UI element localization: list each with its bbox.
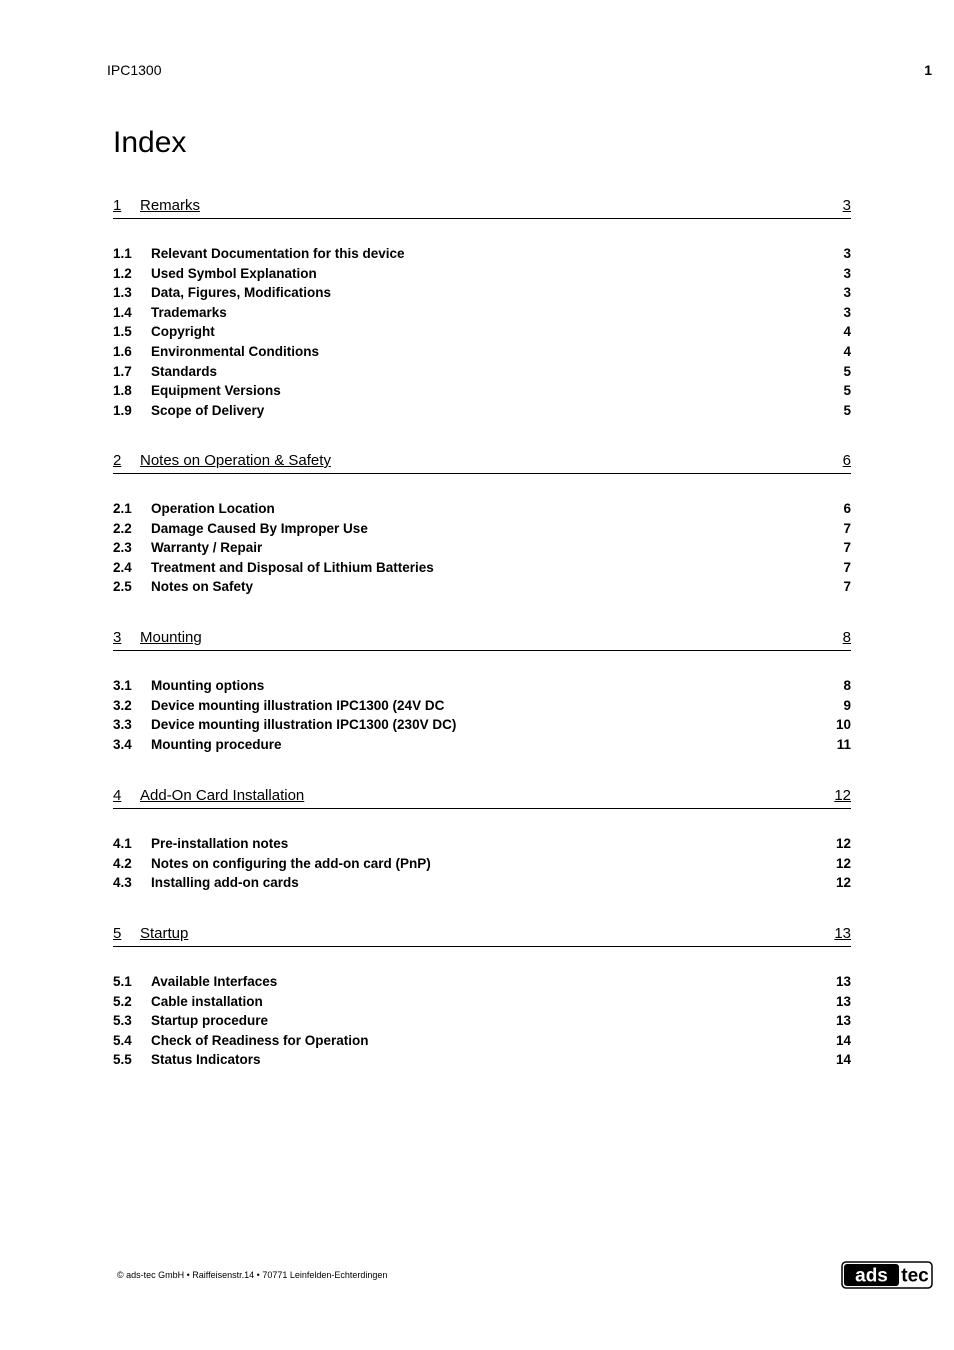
toc-section-1-2[interactable] xyxy=(113,266,851,284)
toc-section-num: 3.1 xyxy=(113,678,132,693)
toc-section-page: 5 xyxy=(843,363,851,379)
toc-section-num: 1.9 xyxy=(113,402,132,418)
toc-section-3-1[interactable] xyxy=(113,678,851,696)
toc-section-4-2[interactable] xyxy=(113,856,851,874)
toc-section-title: Standards xyxy=(151,363,218,379)
toc-section-title: Operation Location xyxy=(151,501,275,516)
toc-section-title: Environmental Conditions xyxy=(151,344,320,359)
toc-section-2-2[interactable] xyxy=(113,521,851,539)
toc-section-num: 1.8 xyxy=(113,383,132,399)
toc-section-page: 13 xyxy=(835,1013,851,1029)
toc-section-5-5[interactable] xyxy=(113,1052,851,1070)
toc-section-num: 1.2 xyxy=(113,265,132,281)
toc-section-1-6[interactable] xyxy=(113,344,851,362)
toc-section-5-2[interactable] xyxy=(113,994,851,1012)
toc-chapter-title: Startup xyxy=(140,925,189,942)
toc-section-num: 2.4 xyxy=(113,559,132,575)
toc-section-1-4[interactable] xyxy=(113,305,851,323)
toc-section-page: 13 xyxy=(835,993,851,1009)
toc-chapter-page: 8 xyxy=(842,629,851,646)
toc-chapter-page: 12 xyxy=(834,787,851,804)
toc-section-num: 3.3 xyxy=(113,717,132,733)
toc-section-page: 11 xyxy=(836,736,851,752)
toc-section-title: Used Symbol Explanation xyxy=(151,265,317,281)
toc-section-page: 12 xyxy=(835,875,851,891)
toc-section-title: Notes on configuring the add-on card (PnP) xyxy=(151,855,431,871)
toc-section-title: Available Interfaces xyxy=(151,974,278,989)
toc-section-title: Treatment and Disposal of Lithium Batteries xyxy=(151,559,434,575)
toc-section-num: 4.1 xyxy=(113,836,132,851)
toc-section-page: 14 xyxy=(835,1032,851,1048)
toc-section-page: 9 xyxy=(843,697,851,713)
toc-section-title: Trademarks xyxy=(151,304,227,320)
toc-section-num: 5.3 xyxy=(113,1013,132,1029)
toc-chapter-title: Add-On Card Installation xyxy=(140,787,305,804)
toc-section-title: Device mounting illustration IPC1300 (230V DC) xyxy=(151,717,457,733)
toc-section-page: 12 xyxy=(835,855,851,871)
toc-section-page: 14 xyxy=(835,1052,851,1068)
toc-section-page: 3 xyxy=(843,246,851,261)
toc-section-title: Device mounting illustration IPC1300 (24V DC xyxy=(151,697,445,713)
toc-chapter-page: 13 xyxy=(834,925,851,942)
toc-section-2-3[interactable] xyxy=(113,540,851,558)
toc-section-num: 5.1 xyxy=(113,974,132,989)
toc-section-title: Equipment Versions xyxy=(151,383,281,399)
page-header-title: IPC1300 xyxy=(107,62,162,78)
toc-section-page: 5 xyxy=(843,383,851,399)
toc-section-title: Relevant Documentation for this device xyxy=(151,246,405,261)
toc-section-1-1[interactable] xyxy=(113,246,851,264)
toc-chapter-title: Mounting xyxy=(140,629,202,646)
toc-section-num: 3.2 xyxy=(113,697,132,713)
toc-section-title: Damage Caused By Improper Use xyxy=(151,520,368,536)
toc-section-4-1[interactable] xyxy=(113,836,851,854)
toc-section-1-7[interactable] xyxy=(113,364,851,382)
toc-section-3-4[interactable] xyxy=(113,737,851,755)
toc-section-num: 2.1 xyxy=(113,501,132,516)
toc-section-title: Startup procedure xyxy=(151,1013,269,1029)
page-number: 1 xyxy=(924,62,932,78)
toc-section-page: 10 xyxy=(835,717,851,733)
toc-section-page: 7 xyxy=(843,520,851,536)
toc-section-page: 13 xyxy=(835,974,851,989)
toc-section-1-9[interactable] xyxy=(113,403,851,421)
toc-section-page: 3 xyxy=(843,265,851,281)
toc-section-num: 5.5 xyxy=(113,1052,132,1068)
toc-section-num: 1.1 xyxy=(113,246,132,261)
toc-section-num: 3.4 xyxy=(113,736,132,752)
toc-section-title: Status Indicators xyxy=(151,1052,261,1068)
toc-section-num: 1.4 xyxy=(113,304,132,320)
toc-section-page: 7 xyxy=(843,540,851,556)
footer-address: © ads-tec GmbH • Raiffeisenstr.14 • 70771 Leinfelden-Echterdingen xyxy=(117,1270,388,1280)
toc-section-page: 3 xyxy=(843,304,851,320)
toc-section-title: Copyright xyxy=(151,324,215,340)
toc-section-num: 5.4 xyxy=(113,1032,132,1048)
logo-text-tec: tec xyxy=(901,1265,929,1287)
toc-section-num: 2.3 xyxy=(113,540,132,556)
toc-chapter-num: 4 xyxy=(113,787,122,804)
toc-section-2-1[interactable] xyxy=(113,501,851,519)
toc-section-title: Check of Readiness for Operation xyxy=(151,1032,369,1048)
toc-section-1-3[interactable] xyxy=(113,285,851,303)
toc-section-2-5[interactable] xyxy=(113,579,851,597)
toc-chapter-num: 5 xyxy=(113,925,122,942)
toc-chapter-num: 3 xyxy=(113,629,122,646)
toc-section-page: 5 xyxy=(843,402,851,418)
logo-text-ads: ads xyxy=(855,1265,888,1287)
toc-section-5-3[interactable] xyxy=(113,1013,851,1031)
toc-section-num: 1.5 xyxy=(113,324,132,340)
toc-section-1-8[interactable] xyxy=(113,383,851,401)
toc-chapter-title: Notes on Operation & Safety xyxy=(140,452,331,469)
toc-section-title: Installing add-on cards xyxy=(151,875,299,891)
toc-chapter-1[interactable] xyxy=(113,197,851,219)
toc-section-title: Notes on Safety xyxy=(151,579,254,595)
toc-section-title: Data, Figures, Modifications xyxy=(151,285,332,301)
toc-section-num: 1.3 xyxy=(113,285,132,301)
ads-tec-logo xyxy=(841,1261,933,1289)
toc-section-page: 6 xyxy=(843,501,851,516)
toc-chapter-page: 3 xyxy=(842,197,851,214)
toc-section-page: 7 xyxy=(843,579,851,595)
toc-section-title: Cable installation xyxy=(151,993,263,1009)
toc-section-1-5[interactable] xyxy=(113,324,851,342)
toc-section-page: 4 xyxy=(843,324,851,340)
toc-section-title: Mounting options xyxy=(151,678,265,693)
toc-section-num: 1.6 xyxy=(113,344,132,359)
toc-section-3-3[interactable] xyxy=(113,717,851,735)
toc-section-page: 7 xyxy=(843,559,851,575)
toc-section-title: Mounting procedure xyxy=(151,736,282,752)
toc-section-title: Scope of Delivery xyxy=(151,402,265,418)
toc-chapter-3[interactable] xyxy=(113,629,851,651)
toc-section-num: 5.2 xyxy=(113,993,132,1009)
toc-section-3-2[interactable] xyxy=(113,698,851,716)
toc-section-page: 3 xyxy=(843,285,851,301)
toc-chapter-num: 1 xyxy=(113,197,122,214)
index-heading: Index xyxy=(113,126,187,159)
toc-section-page: 4 xyxy=(843,344,851,359)
toc-chapter-2[interactable] xyxy=(113,452,851,474)
toc-section-num: 2.5 xyxy=(113,579,132,595)
toc-section-5-1[interactable] xyxy=(113,974,851,992)
toc-section-num: 4.3 xyxy=(113,875,132,891)
toc-chapter-4[interactable] xyxy=(113,787,851,809)
toc-chapter-title: Remarks xyxy=(140,197,201,214)
toc-section-4-3[interactable] xyxy=(113,875,851,893)
toc-section-num: 4.2 xyxy=(113,855,132,871)
toc-chapter-page: 6 xyxy=(842,452,851,469)
toc-chapter-5[interactable] xyxy=(113,925,851,947)
toc-section-2-4[interactable] xyxy=(113,560,851,578)
toc-section-5-4[interactable] xyxy=(113,1033,851,1051)
toc-section-page: 8 xyxy=(843,678,851,693)
toc-chapter-num: 2 xyxy=(113,452,122,469)
toc-section-title: Warranty / Repair xyxy=(151,540,263,556)
toc-section-num: 1.7 xyxy=(113,363,132,379)
toc-section-title: Pre-installation notes xyxy=(151,836,289,851)
toc-section-num: 2.2 xyxy=(113,520,132,536)
toc-section-page: 12 xyxy=(835,836,851,851)
